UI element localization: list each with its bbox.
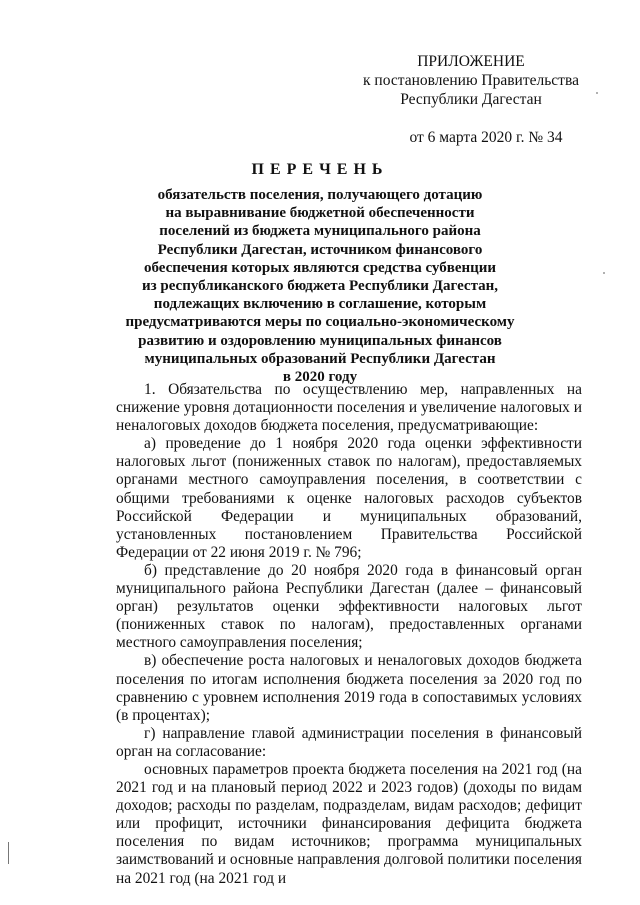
document-body — [116, 381, 582, 888]
subtitle-line: подлежащих включению в соглашение, которым — [153, 296, 487, 313]
subtitle-line: предусматриваются меры по социально-экономическому — [125, 314, 515, 331]
scan-margin-mark — [8, 842, 9, 864]
item-g: г) направление главой администрации поселения в финансовый орган на согласование: — [116, 724, 582, 760]
subtitle-line: из республиканского бюджета Республики Дагестан, — [141, 278, 499, 295]
appendix-title: ПРИЛОЖЕНИЕ — [417, 53, 525, 70]
subtitle-line: поселений из бюджета муниципального района — [159, 223, 481, 240]
scan-speck — [603, 272, 605, 274]
item-b: б) представление до 20 ноября 2020 года в финансовый орган муниципального района Республики Дагестан (далее – финансовый орган) результатов оценки эффективности налоговых льгот (пониженных ставок по налогам), предоставленных органами местного самоуправления поселения; — [116, 561, 582, 652]
document-title-block — [100, 160, 540, 386]
item-v: в) обеспечение роста налоговых и неналоговых доходов бюджета поселения по итогам исполнения бюджета поселения за 2020 год по сравнению с уровнем исполнения 2019 года в сопоставимых условиях (в процентах); — [116, 652, 582, 724]
document-title: ПЕРЕЧЕНЬ — [251, 161, 389, 178]
subtitle-line: муниципальных образований Республики Дагестан — [144, 350, 496, 367]
subtitle-line: на выравнивание бюджетной обеспеченности — [165, 205, 475, 222]
appendix-authority: Республики Дагестан — [400, 91, 542, 108]
scan-speck — [596, 92, 598, 94]
appendix-header — [356, 52, 586, 147]
subtitle-line: в 2020 году — [282, 369, 358, 386]
subtitle-line: Республики Дагестан, источником финансового — [157, 241, 483, 258]
item-g-parameters: основных параметров проекта бюджета поселения на 2021 год (на 2021 год и на плановый период 2022 и 2023 годов) (доходы по видам доходов; расходы по разделам, подразделам, видам расходов; дефицит или профицит, источники финансирования дефицита бюджета поселения по видам источников; программа муниципальных заимствований и основные направления долговой политики поселения на 2021 год (на 2021 год и — [116, 760, 582, 887]
subtitle-line: развитию и оздоровлению муниципальных финансов — [138, 332, 502, 349]
paragraph-1: 1. Обязательства по осуществлению мер, направленных на снижение уровня дотационности поселения и увеличение налоговых и неналоговых доходов бюджета поселения, предусматривающие: — [116, 381, 582, 435]
appendix-date: от 6 марта 2020 г. № 34 — [409, 129, 563, 146]
subtitle-line: обеспечения которых являются средства субвенции — [143, 259, 497, 276]
subtitle-line: обязательств поселения, получающего дотацию — [157, 187, 483, 203]
appendix-reference: к постановлению Правительства — [363, 72, 579, 89]
item-a: а) проведение до 1 ноября 2020 года оценки эффективности налоговых льгот (пониженных ставок по налогам), предоставляемых органами местного самоуправления поселения, в соответствии с общими требованиями к оценке налоговых расходов субъектов Российской Федерации и муниципальных образований, установленных постановлением Правительства Российской Федерации от 22 июня 2019 г. № 796; — [116, 435, 582, 561]
